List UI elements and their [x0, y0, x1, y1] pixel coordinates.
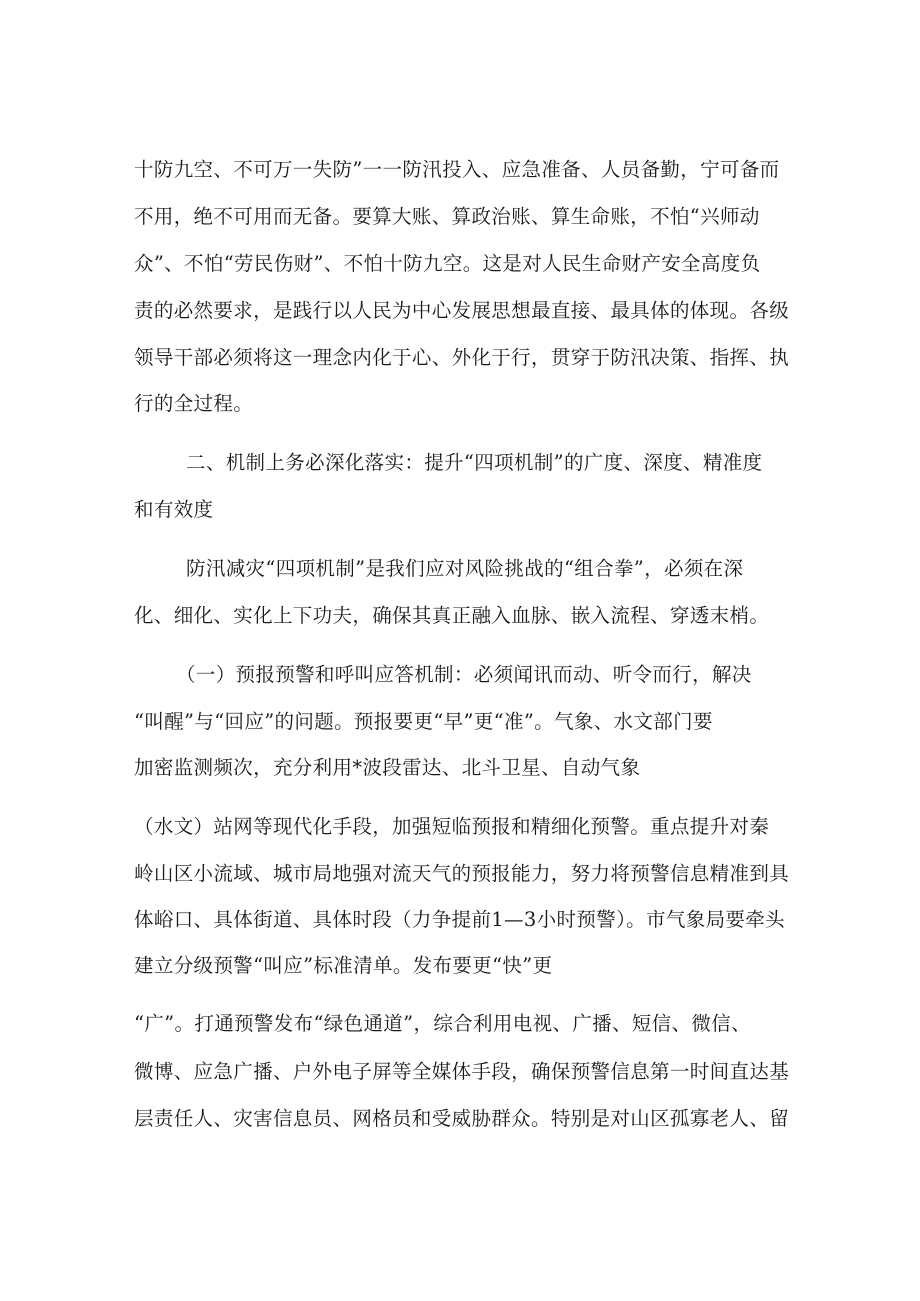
paragraph-2-line-2: 化、细化、实化上下功夫，确保其真正融入血脉、嵌入流程、穿透末梢。: [134, 604, 770, 627]
paragraph-3-line-5: 岭山区小流域、城市局地强对流天气的预报能力，努力将预警信息精准到具: [134, 862, 790, 885]
paragraph-4-line-1: “广”。打通预警发布“绿色通道”，综合利用电视、广播、短信、微信、: [134, 1012, 751, 1035]
paragraph-3-line-4: （水文）站网等现代化手段，加强短临预报和精细化预警。重点提升对秦: [134, 815, 770, 838]
paragraph-1-line-6: 行的全过程。: [134, 392, 254, 415]
paragraph-3-line-1: （一）预报预警和呼叫应答机制：必须闻讯而动、听令而行，解决: [176, 663, 752, 686]
paragraph-2-line-1: 防汛减灾“四项机制”是我们应对风险挑战的“组合拳”，必须在深: [186, 557, 744, 580]
paragraph-1-line-4: 责的必然要求，是践行以人民为中心发展思想最直接、最具体的体现。各级: [134, 299, 790, 322]
paragraph-3-line-2: “叫醒”与“回应”的问题。预报要更“早”更“准”。气象、水文部门要: [134, 710, 713, 733]
paragraph-1-line-5: 领导干部必须将这一理念内化于心、外化于行，贯穿于防汛决策、指挥、执: [134, 346, 790, 369]
section-heading-line-1: 二、机制上务必深化落实：提升“四项机制”的广度、深度、精准度: [186, 451, 763, 474]
paragraph-3-line-7: 建立分级预警“叫应”标准清单。发布要更“快”更: [134, 954, 553, 977]
paragraph-4-line-3: 层责任人、灾害信息员、网格员和受威胁群众。特别是对山区孤寡老人、留: [134, 1107, 790, 1130]
paragraph-3-line-6: 体峪口、具体街道、具体时段（力争提前1—3小时预警）。市气象局要牵头: [134, 908, 785, 931]
paragraph-3-line-3: 加密监测频次，充分利用*波段雷达、北斗卫星、自动气象: [134, 756, 641, 779]
paragraph-1-line-1: 十防九空、不可万一失防”一一防汛投入、应急准备、人员备勤，宁可备而: [134, 158, 780, 181]
paragraph-1-line-3: 众”、不怕“劳民伤财”、不怕十防九空。这是对人民生命财产安全高度负: [134, 252, 761, 275]
paragraph-1-line-2: 不用，绝不可用而无备。要算大账、算政治账、算生命账，不怕“兴师动: [134, 205, 760, 228]
paragraph-4-line-2: 微博、应急广播、户外电子屏等全媒体手段，确保预警信息第一时间直达基: [134, 1060, 790, 1083]
section-heading-line-2: 和有效度: [134, 498, 214, 521]
